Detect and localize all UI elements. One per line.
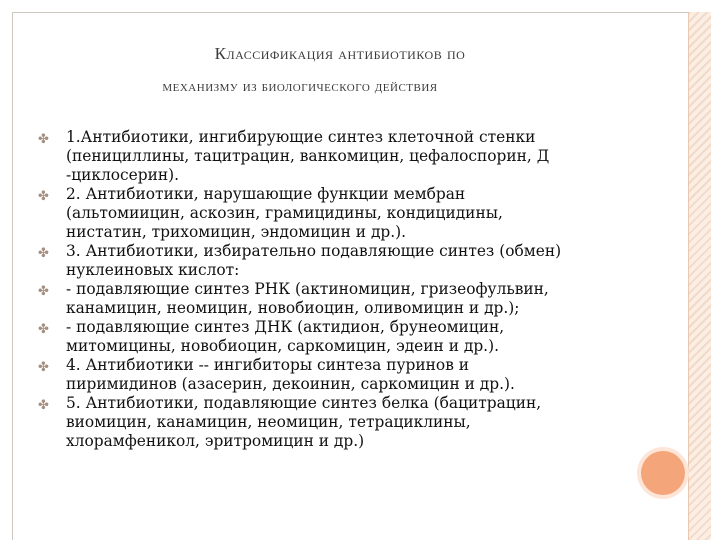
list-item	[38, 318, 628, 356]
bullet-icon: ✤	[38, 398, 49, 413]
list-item-line: 2. Антибиотики, нарушающие функции мембран	[66, 185, 466, 203]
list-item-text	[66, 280, 628, 318]
list-item-text	[66, 242, 628, 280]
list-item-line: (пенициллины, тацитрацин, ванкомицин, цефалоспорин, Д	[66, 147, 550, 165]
list-item	[38, 280, 628, 318]
list-item-line: 1.Антибиотики, ингибирующие синтез клеточной стенки	[66, 128, 536, 146]
list-item	[38, 356, 628, 394]
decorative-circle	[641, 451, 685, 495]
list-item-line: 4. Антибиотики -- ингибиторы синтеза пуринов и	[66, 356, 470, 374]
list-item-line: митомицины, новобиоцин, саркомицин, эдеин и др.).	[66, 337, 499, 355]
list-item-line: 5. Антибиотики, подавляющие синтез белка (бацитрацин,	[66, 394, 542, 412]
title-line-1: Классификация антибиотиков по	[214, 44, 466, 63]
list-item-line: - подавляющие синтез РНК (актиномицин, гризеофульвин,	[66, 280, 549, 298]
list-item-line: 3. Антибиотики, избирательно подавляющие синтез (обмен)	[66, 242, 562, 260]
bullet-icon: ✤	[38, 246, 49, 261]
slide-title	[60, 44, 620, 96]
list-item-line: -циклосерин).	[66, 166, 180, 184]
list-item-text	[66, 185, 628, 242]
list-item-line: нуклеиновых кислот:	[66, 261, 240, 279]
list-item-line: хлорамфеникол, эритромицин и др.)	[66, 432, 365, 450]
list-item	[38, 128, 628, 185]
list-item-line: канамицин, неомицин, новобиоцин, оливомицин и др.);	[66, 299, 520, 317]
list-item-text	[66, 394, 628, 451]
list-item	[38, 394, 628, 451]
bullet-icon: ✤	[38, 322, 49, 337]
list-item	[38, 242, 628, 280]
bullet-list	[38, 128, 628, 451]
bullet-icon: ✤	[38, 189, 49, 204]
list-item-text	[66, 128, 628, 185]
bullet-icon: ✤	[38, 360, 49, 375]
list-item	[38, 185, 628, 242]
list-item-line: нистатин, трихомицин, эндомицин и др.).	[66, 223, 407, 241]
bullet-icon: ✤	[38, 132, 49, 147]
list-item-line: пиримидинов (азасерин, декоинин, саркомицин и др.).	[66, 375, 515, 393]
title-line-2: механизму из биологического действия	[162, 78, 438, 95]
list-item-line: виомицин, канамицин, неомицин, тетрациклины,	[66, 413, 471, 431]
list-item-line: (альтомиицин, аскозин, грамицидины, кондицидины,	[66, 204, 503, 222]
list-item-text	[66, 356, 628, 394]
decorative-stripe	[688, 12, 711, 540]
list-item-text	[66, 318, 628, 356]
list-item-line: - подавляющие синтез ДНК (актидион, брунеомицин,	[66, 318, 505, 336]
bullet-icon: ✤	[38, 284, 49, 299]
